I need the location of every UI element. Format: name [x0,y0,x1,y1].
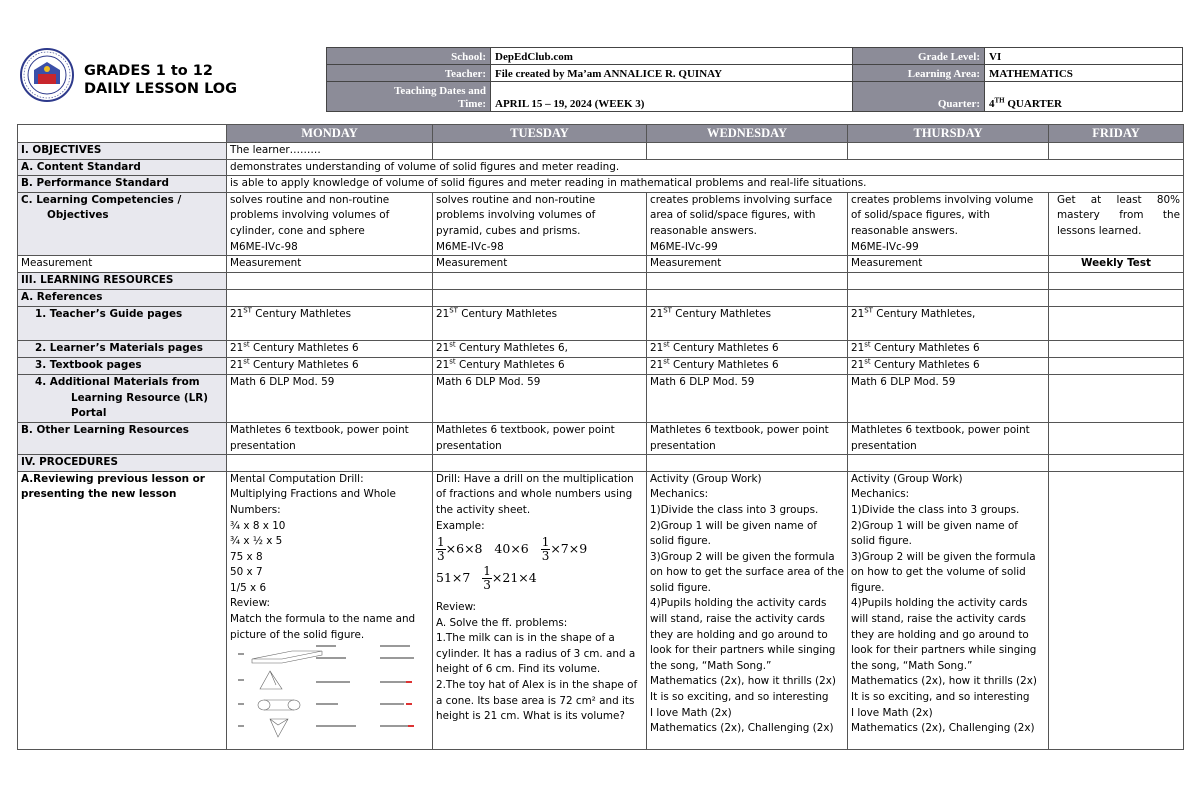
dates-label [327,82,491,112]
frac-num: 1 [483,564,491,579]
empty-cell [1049,358,1184,375]
tg-sup: ST [449,306,458,315]
empty-cell [1049,375,1184,423]
activity-line: Mathematics (2x), Challenging (2x) [851,722,1035,735]
objectives-label: I. OBJECTIVES [18,143,227,160]
competency-code: M6ME-IVc-99 [650,240,718,253]
am-thursday: Math 6 DLP Mod. 59 [848,375,1049,423]
competencies-label-1: C. Learning Competencies / [21,193,182,206]
activity-line: I love Math (2x) [851,706,933,719]
tg-text: Century Mathletes [251,308,352,321]
lm-num: 21 [230,342,244,355]
info-table [326,47,1183,112]
tb-num: 21 [650,359,664,372]
empty-cell [1049,341,1184,358]
activity-line: I love Math (2x) [650,706,732,719]
grade-value: VI [985,48,1183,65]
tg-thursday [848,307,1049,341]
measurement-label: Measurement [18,256,227,273]
activity-line: Activity (Group Work) [851,472,963,485]
empty-cell [1049,307,1184,341]
activity-line: 4)Pupils holding the activity cards will stand, raise the activity cards they are holding and go around to look for their partners while singing the song, “Math Song.” [851,597,1037,672]
olr-wednesday: Mathletes 6 textbook, power point presentation [647,422,848,454]
school-label: School: [327,48,491,65]
lm-text: Century Mathletes 6, [455,342,568,355]
fraction-one-third [482,565,492,592]
activity-line: 4)Pupils holding the activity cards will stand, raise the activity cards they are holding and go around to look for their partners while singing the song, “Math Song.” [650,597,836,672]
competency-code: M6ME-IVc-99 [851,240,919,253]
measurement-thursday: Measurement [848,256,1049,273]
day-header-blank [18,125,227,143]
additional-materials-label-1: 4. Additional Materials from [35,376,200,389]
tg-text: Century Mathletes [457,308,558,321]
other-resources-row [18,422,1184,454]
learners-materials-label-text: 2. Learner’s Materials pages [35,342,203,355]
quarter-sup: TH [994,96,1005,105]
tuesday-problem-1: 1.The milk can is in the shape of a cylinder. It has a radius of 3 cm. and a height of 6 cm. Find its volume. [436,632,636,676]
tb-sup: st [663,357,670,366]
tg-sup: ST [663,306,672,315]
resources-row [18,273,1184,290]
lesson-log-table [17,124,1184,750]
tb-num: 21 [851,359,865,372]
area-label: Learning Area: [853,65,985,82]
measurement-monday: Measurement [227,256,433,273]
teachers-guide-label-text: 1. Teacher’s Guide pages [35,308,183,321]
objectives-row [18,143,1184,160]
tg-num: 21 [436,308,450,321]
resources-label: III. LEARNING RESOURCES [18,273,227,290]
measurement-wednesday: Measurement [647,256,848,273]
activity-line: 2)Group 1 will be given name of solid figure. [851,519,1018,548]
tg-num: 21 [851,308,865,321]
fraction-one-third [541,536,551,563]
competency-text: creates problems involving surface area of solid/space figures, with reasonable answers. [650,193,833,237]
empty-cell [848,455,1049,472]
activity-line: Mathematics (2x), how it thrills (2x) [650,675,836,688]
empty-cell [1049,455,1184,472]
tuesday-drill: Drill: Have a drill on the multiplication of fractions and whole numbers using the activity sheet. [436,472,634,516]
empty-cell [1049,422,1184,454]
olr-thursday: Mathletes 6 textbook, power point presentation [848,422,1049,454]
competency-text: solves routine and non-routine problems involving volumes of pyramid, cubes and prisms. [436,193,596,237]
expr: 40×6 [494,541,529,557]
expr: ×6×8 [445,541,483,557]
empty-cell [647,273,848,290]
competencies-label-2: Objectives [47,209,109,222]
teachers-guide-row [18,307,1184,341]
weekly-test: Weekly Test [1049,256,1184,273]
tg-sup: ST [243,306,252,315]
content-standard-text: demonstrates understanding of volume of solid figures and meter reading. [227,159,1184,176]
solid-figures-matching-image [230,645,426,741]
lm-tuesday [433,341,647,358]
activity-line: Mathematics (2x), Challenging (2x) [650,722,834,735]
monday-line: 1/5 x 6 [230,581,267,594]
deped-seal-icon [20,48,74,102]
empty-cell [848,290,1049,307]
activity-line: Activity (Group Work) [650,472,762,485]
monday-line: 50 x 7 [230,566,263,579]
review-thursday [848,471,1049,749]
monday-line: ¾ x ½ x 5 [230,535,283,548]
empty-cell [433,455,647,472]
lm-sup: st [864,340,871,349]
measurement-row [18,256,1184,273]
competency-wednesday [647,192,848,255]
activity-line: It is so exciting, and so interesting [650,691,829,704]
tg-tuesday [433,307,647,341]
teachers-guide-label [18,307,227,341]
frac-den: 3 [437,549,445,564]
tb-monday [227,358,433,375]
am-wednesday: Math 6 DLP Mod. 59 [647,375,848,423]
competency-text: solves routine and non-routine problems involving volumes of cylinder, cone and sphere [230,193,390,237]
references-row [18,290,1184,307]
tb-wednesday [647,358,848,375]
area-value: MATHEMATICS [985,65,1183,82]
form-title [84,62,237,98]
title-line-2: DAILY LESSON LOG [84,81,238,97]
lm-sup: st [449,340,456,349]
day-monday: MONDAY [227,125,433,143]
review-row [18,471,1184,749]
activity-line: 1)Divide the class into 3 groups. [650,503,819,516]
expr: 51×7 [436,570,471,586]
empty-cell [848,273,1049,290]
tuesday-problem-2: 2.The toy hat of Alex is in the shape of a cone. Its base area is 72 cm² and its height is 21 cm. What is its volume? [436,679,638,723]
grade-label: Grade Level: [853,48,985,65]
tg-text: Century Mathletes, [872,308,976,321]
review-label: A.Reviewing previous lesson or presenting the new lesson [18,471,227,749]
day-friday: FRIDAY [1049,125,1184,143]
empty-cell [227,273,433,290]
content-standard-label: A. Content Standard [18,159,227,176]
empty-cell [1049,143,1184,160]
competencies-label [18,192,227,255]
activity-line: It is so exciting, and so interesting [851,691,1030,704]
day-header-row [18,125,1184,143]
frac-num: 1 [541,535,550,550]
tb-text: Century Mathletes 6 [249,359,359,372]
empty-cell [848,143,1049,160]
tuesday-solve: A. Solve the ff. problems: [436,616,568,629]
measurement-tuesday: Measurement [433,256,647,273]
references-label: A. References [18,290,227,307]
tg-monday [227,307,433,341]
performance-standard-row [18,176,1184,193]
performance-standard-label: B. Performance Standard [18,176,227,193]
competency-text: creates problems involving volume of solid/space figures, with reasonable answers. [851,193,1034,237]
tb-sup: st [449,357,456,366]
school-value: DepEdClub.com [491,48,853,65]
additional-materials-row [18,375,1184,423]
empty-cell [433,290,647,307]
empty-cell [647,290,848,307]
empty-cell [647,455,848,472]
dates-value: APRIL 15 – 19, 2024 (WEEK 3) [491,82,853,112]
performance-standard-text: is able to apply knowledge of volume of solid figures and meter reading in mathematical problems and real-life situations. [227,176,1184,193]
tb-text: Century Mathletes 6 [870,359,980,372]
quarter-num: 4 [989,98,995,110]
tg-sup: ST [864,306,873,315]
expr: ×7×9 [550,541,588,557]
lm-sup: st [663,340,670,349]
empty-cell [1049,273,1184,290]
content-standard-row [18,159,1184,176]
monday-line: Match the formula to the name and picture of the solid figure. [230,613,416,641]
activity-line: 1)Divide the class into 3 groups. [851,503,1020,516]
lm-monday [227,341,433,358]
review-wednesday [647,471,848,749]
quarter-value [985,82,1183,112]
tb-text: Century Mathletes 6 [455,359,565,372]
other-resources-label: B. Other Learning Resources [18,422,227,454]
competency-tuesday [433,192,647,255]
example-line-1 [436,536,643,563]
day-wednesday: WEDNESDAY [647,125,848,143]
am-monday: Math 6 DLP Mod. 59 [227,375,433,423]
learner-text: The learner……… [227,143,433,160]
activity-line: Mechanics: [650,488,709,501]
activity-line: Mathematics (2x), how it thrills (2x) [851,675,1037,688]
fraction-one-third [436,536,446,563]
tb-sup: st [243,357,250,366]
dates-label-1: Teaching Dates and [394,85,486,97]
tb-tuesday [433,358,647,375]
dates-label-2: Time: [458,98,486,110]
review-monday [227,471,433,749]
textbook-label [18,358,227,375]
tuesday-example-label: Example: [436,519,485,532]
monday-line: Review: [230,597,271,610]
frac-den: 3 [541,549,550,564]
tb-thursday [848,358,1049,375]
review-friday [1049,471,1184,749]
example-line-2 [436,565,643,592]
empty-cell [227,455,433,472]
competency-code: M6ME-IVc-98 [436,240,504,253]
monday-line: 75 x 8 [230,550,263,563]
quarter-word: QUARTER [1007,98,1062,110]
activity-line: 3)Group 2 will be given the formula on how to get the surface area of the solid figure. [650,550,844,594]
expr: ×21×4 [491,570,537,586]
tuesday-review-label: Review: [436,601,477,614]
competency-code: M6ME-IVc-98 [230,240,298,253]
frac-num: 1 [437,535,445,550]
lm-thursday [848,341,1049,358]
tb-num: 21 [436,359,450,372]
title-line-1: GRADES 1 to 12 [84,63,213,79]
am-tuesday: Math 6 DLP Mod. 59 [433,375,647,423]
textbook-row [18,358,1184,375]
competencies-row [18,192,1184,255]
activity-line: Mechanics: [851,488,910,501]
lm-text: Century Mathletes 6 [669,342,779,355]
tg-text: Century Mathletes [671,308,772,321]
lm-text: Century Mathletes 6 [249,342,359,355]
empty-cell [433,273,647,290]
lm-num: 21 [436,342,450,355]
review-tuesday [433,471,647,749]
learners-materials-label [18,341,227,358]
tb-num: 21 [230,359,244,372]
additional-materials-label [18,375,227,423]
lm-sup: st [243,340,250,349]
day-tuesday: TUESDAY [433,125,647,143]
activity-line: 2)Group 1 will be given name of solid figure. [650,519,817,548]
additional-materials-label-2: Learning Resource (LR) Portal [71,391,209,420]
tb-sup: st [864,357,871,366]
teacher-value: File created by Ma’am ANNALICE R. QUINAY [491,65,853,82]
tg-num: 21 [230,308,244,321]
empty-cell [647,143,848,160]
competency-friday: Get at least 80% mastery from the lessons learned. [1049,192,1184,255]
teacher-label: Teacher: [327,65,491,82]
competency-monday [227,192,433,255]
procedures-label: IV. PROCEDURES [18,455,227,472]
lm-num: 21 [650,342,664,355]
monday-line: Multiplying Fractions and Whole Numbers: [230,488,396,516]
lm-text: Century Mathletes 6 [870,342,980,355]
frac-den: 3 [483,578,491,593]
monday-line: Mental Computation Drill: [230,472,364,485]
learners-materials-row [18,341,1184,358]
textbook-label-text: 3. Textbook pages [35,359,142,372]
olr-tuesday: Mathletes 6 textbook, power point presentation [433,422,647,454]
olr-monday: Mathletes 6 textbook, power point presentation [227,422,433,454]
tg-num: 21 [650,308,664,321]
empty-cell [227,290,433,307]
day-thursday: THURSDAY [848,125,1049,143]
empty-cell [433,143,647,160]
tb-text: Century Mathletes 6 [669,359,779,372]
tg-wednesday [647,307,848,341]
empty-cell [1049,290,1184,307]
lm-wednesday [647,341,848,358]
lm-num: 21 [851,342,865,355]
competency-thursday [848,192,1049,255]
quarter-label: Quarter: [853,82,985,112]
activity-line: 3)Group 2 will be given the formula on how to get the volume of solid figure. [851,550,1036,594]
monday-line: ¾ x 8 x 10 [230,519,286,532]
procedures-row [18,455,1184,472]
